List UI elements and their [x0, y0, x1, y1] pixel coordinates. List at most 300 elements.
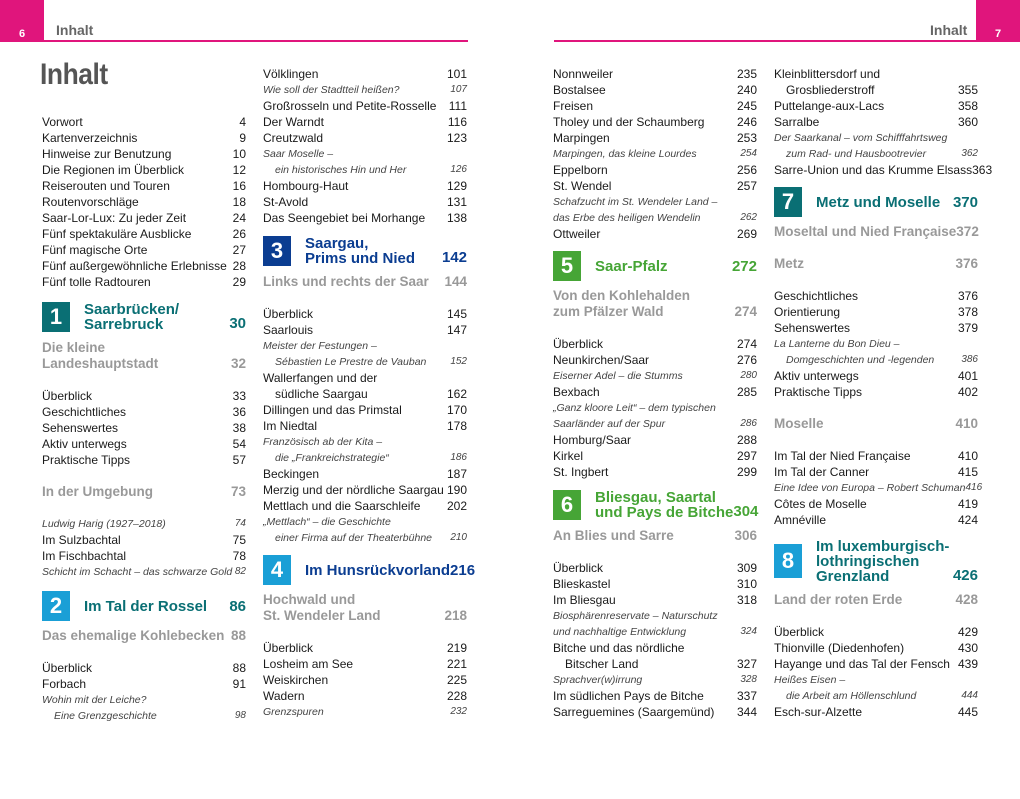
- toc-entry[interactable]: [42, 194, 246, 210]
- section-title: [263, 592, 381, 624]
- toc-entry[interactable]: [774, 352, 978, 368]
- section-title: [42, 340, 158, 372]
- toc-entry[interactable]: [774, 640, 978, 656]
- section-title: Land der roten Erde: [774, 592, 903, 607]
- toc-section-heading[interactable]: [263, 274, 467, 290]
- toc-entry[interactable]: [553, 432, 757, 448]
- toc-entry[interactable]: [263, 386, 467, 402]
- chapter-title-line: Metz und Moselle: [816, 193, 941, 211]
- toc-entry[interactable]: [553, 162, 757, 178]
- toc-entry[interactable]: [263, 450, 467, 466]
- toc-entry-title: Marpingen: [553, 131, 610, 145]
- toc-entry-title: Vorwort: [42, 115, 83, 129]
- chapter-page: 216: [450, 561, 476, 579]
- toc-entry-title: Im südlichen Pays de Bitche: [553, 689, 704, 703]
- toc-section-heading[interactable]: [42, 628, 246, 644]
- toc-entry-page: 256: [736, 163, 757, 177]
- toc-entry-title: Beckingen: [263, 467, 320, 481]
- section-page: 428: [955, 592, 978, 607]
- toc-entry[interactable]: [553, 640, 757, 656]
- spacer: [774, 608, 978, 624]
- chapter-page: 304: [733, 503, 759, 520]
- toc-entry-title: Nonnweiler: [553, 67, 614, 81]
- chapter-heading[interactable]: [774, 186, 978, 218]
- toc-entry[interactable]: [774, 512, 978, 528]
- toc-entry-title: „Mettlach“ – die Geschichte: [263, 516, 391, 528]
- toc-entry[interactable]: [263, 66, 467, 82]
- toc-entry-page: 424: [957, 513, 978, 527]
- toc-entry[interactable]: [263, 482, 467, 498]
- spacer: [553, 242, 757, 250]
- section-title: Das ehemalige Kohlebecken: [42, 628, 225, 643]
- toc-entry[interactable]: [42, 436, 246, 452]
- toc-entry-page: 245: [736, 99, 757, 113]
- chapter-heading[interactable]: [774, 536, 978, 586]
- toc-entry-page: 147: [446, 323, 467, 337]
- toc-entry[interactable]: [553, 98, 757, 114]
- toc-entry[interactable]: [263, 178, 467, 194]
- toc-entry-page: 101: [446, 67, 467, 81]
- toc-entry[interactable]: [42, 420, 246, 436]
- toc-entry-title: Saar Moselle –: [263, 148, 334, 160]
- toc-entry[interactable]: [42, 548, 246, 564]
- toc-entry-page: 401: [957, 369, 978, 383]
- toc-entry[interactable]: [774, 130, 978, 146]
- toc-entry-page: 26: [232, 227, 246, 241]
- toc-column-2: [263, 66, 476, 720]
- toc-entry-page: 225: [446, 673, 467, 687]
- toc-entry[interactable]: [774, 384, 978, 400]
- toc-entry[interactable]: [263, 656, 467, 672]
- toc-entry-page: 186: [450, 452, 467, 463]
- toc-entry-title: Geschichtliches: [42, 405, 127, 419]
- toc-entry[interactable]: [553, 384, 757, 400]
- toc-entry[interactable]: [774, 162, 993, 178]
- toc-entry[interactable]: [263, 306, 467, 322]
- toc-entry-title: Forbach: [42, 677, 87, 691]
- chapter-title-line: Sarrebruck: [84, 316, 164, 333]
- toc-entry-page: 16: [232, 179, 246, 193]
- section-title: Links und rechts der Saar: [263, 274, 429, 289]
- chapter-title-line: und Pays de Bitche: [595, 504, 734, 521]
- toc-entry[interactable]: [263, 498, 467, 514]
- toc-entry[interactable]: [42, 404, 246, 420]
- toc-entry-page: 439: [957, 657, 978, 671]
- toc-entry[interactable]: [42, 242, 246, 258]
- toc-entry[interactable]: [553, 368, 757, 384]
- left-page-number: 6: [18, 28, 26, 40]
- toc-entry-title: die „Frankreichstrategie“: [275, 452, 389, 464]
- toc-entry-page: 310: [736, 577, 757, 591]
- toc-entry-title: Fünf außergewöhnliche Erlebnisse: [42, 259, 227, 273]
- toc-entry-page: 74: [234, 518, 246, 529]
- toc-entry[interactable]: [42, 146, 246, 162]
- toc-entry[interactable]: [553, 656, 757, 672]
- spacer: [42, 644, 246, 660]
- toc-entry[interactable]: [42, 274, 246, 290]
- toc-entry[interactable]: [263, 402, 467, 418]
- toc-entry[interactable]: [263, 704, 467, 720]
- toc-entry[interactable]: [42, 676, 246, 692]
- toc-entry-page: 419: [957, 497, 978, 511]
- toc-entry[interactable]: [263, 640, 467, 656]
- section-page: 306: [734, 528, 757, 543]
- toc-entry-page: 4: [239, 115, 246, 129]
- toc-entry[interactable]: [774, 656, 978, 672]
- toc-section-heading[interactable]: [774, 592, 978, 608]
- toc-entry-title: Der Saarkanal – vom Schifffahrtsweg: [774, 132, 948, 144]
- toc-entry-title: Dillingen und das Primstal: [263, 403, 402, 417]
- toc-entry-page: 145: [446, 307, 467, 321]
- toc-entry[interactable]: [774, 624, 978, 640]
- toc-entry[interactable]: [42, 388, 246, 404]
- toc-entry-page: 328: [740, 674, 757, 685]
- toc-entry-page: 355: [957, 83, 978, 97]
- spacer: [263, 226, 467, 234]
- chapter-title-line: Saar-Pfalz: [595, 257, 668, 275]
- chapter-title: [291, 236, 442, 266]
- section-title-line: Von den Kohlehalden: [553, 288, 691, 303]
- toc-entry[interactable]: [553, 704, 757, 720]
- spacer: [774, 432, 978, 448]
- chapter-heading[interactable]: [263, 234, 467, 268]
- toc-entry-title: einer Firma auf der Theaterbühne: [275, 532, 433, 544]
- spacer: [774, 178, 978, 186]
- toc-entry[interactable]: [553, 448, 757, 464]
- chapter-heading[interactable]: [263, 554, 476, 586]
- toc-entry-page: 276: [736, 353, 757, 367]
- toc-entry[interactable]: [553, 352, 757, 368]
- toc-entry-title: Weiskirchen: [263, 673, 329, 687]
- toc-entry[interactable]: [42, 532, 246, 548]
- toc-entry[interactable]: [263, 688, 467, 704]
- section-title-line: Hochwald und: [263, 592, 356, 607]
- section-page: 218: [444, 608, 467, 623]
- toc-entry[interactable]: [774, 496, 978, 512]
- toc-entry[interactable]: [553, 194, 757, 210]
- toc-entry-title: „Ganz kloore Leit“ – dem typischen: [553, 402, 716, 414]
- toc-entry-title: St. Ingbert: [553, 465, 609, 479]
- toc-entry-title: Wie soll der Stadtteil heißen?: [263, 84, 400, 96]
- toc-entry-page: 309: [736, 561, 757, 575]
- chapter-number-box: 3: [263, 236, 291, 266]
- toc-entry[interactable]: [263, 114, 467, 130]
- toc-entry[interactable]: [553, 178, 757, 194]
- toc-entry[interactable]: [774, 114, 978, 130]
- section-title: An Blies und Sarre: [553, 528, 674, 543]
- toc-entry[interactable]: [774, 688, 978, 704]
- spacer: [774, 240, 978, 256]
- toc-entry-page: 285: [736, 385, 757, 399]
- toc-entry-page: 327: [736, 657, 757, 671]
- toc-entry-title: Aktiv unterwegs: [42, 437, 127, 451]
- spacer: [42, 290, 246, 300]
- toc-entry[interactable]: [263, 418, 467, 434]
- spacer: [42, 468, 246, 484]
- toc-entry-title: Im Tal der Nied Française: [774, 449, 911, 463]
- toc-entry-page: 358: [957, 99, 978, 113]
- toc-entry[interactable]: [774, 98, 978, 114]
- toc-entry[interactable]: [263, 672, 467, 688]
- chapter-number-box: 2: [42, 591, 70, 621]
- toc-entry-title: Domgeschichten und -legenden: [786, 354, 935, 366]
- toc-entry[interactable]: [553, 400, 757, 416]
- toc-entry-title: Im Fischbachtal: [42, 549, 127, 563]
- toc-entry[interactable]: [263, 530, 467, 546]
- toc-entry-title: St. Wendel: [553, 179, 612, 193]
- toc-entry-title: Großrosseln und Petite-Rosselle: [263, 99, 437, 113]
- toc-entry-page: 38: [232, 421, 246, 435]
- toc-section-heading[interactable]: [553, 288, 757, 320]
- toc-section-heading[interactable]: [263, 592, 467, 624]
- toc-section-heading[interactable]: [774, 416, 978, 432]
- section-page: 376: [955, 256, 978, 271]
- toc-entry-page: 162: [446, 387, 467, 401]
- toc-entry[interactable]: [263, 82, 467, 98]
- toc-entry-page: 29: [232, 275, 246, 289]
- toc-entry-page: 36: [232, 405, 246, 419]
- toc-entry-page: 210: [450, 532, 467, 543]
- toc-entry-title: das Erbe des heiligen Wendelin: [553, 212, 701, 224]
- spacer: [42, 372, 246, 388]
- chapter-heading[interactable]: [553, 250, 757, 282]
- toc-entry[interactable]: [263, 98, 467, 114]
- toc-entry[interactable]: [263, 466, 467, 482]
- toc-entry-title: Sprachver(w)irrung: [553, 674, 643, 686]
- toc-entry-page: 254: [740, 148, 757, 159]
- chapter-heading[interactable]: [42, 590, 246, 622]
- toc-entry[interactable]: [774, 464, 978, 480]
- toc-entry-page: 363: [972, 163, 993, 177]
- chapter-heading[interactable]: [42, 300, 246, 334]
- toc-entry-title: Neunkirchen/Saar: [553, 353, 650, 367]
- toc-section-heading[interactable]: [553, 528, 757, 544]
- toc-entry[interactable]: [774, 368, 978, 384]
- toc-entry[interactable]: [553, 576, 757, 592]
- chapter-number-box: 7: [774, 187, 802, 217]
- toc-entry-title: Tholey und der Schaumberg: [553, 115, 705, 129]
- toc-entry-page: 98: [234, 710, 246, 721]
- toc-entry[interactable]: [553, 336, 757, 352]
- chapter-page: 142: [441, 249, 467, 266]
- chapter-title-line: Bliesgau, Saartal: [595, 489, 716, 506]
- toc-entry[interactable]: [774, 704, 978, 720]
- spacer: [774, 272, 978, 288]
- toc-entry-page: 75: [232, 533, 246, 547]
- toc-entry[interactable]: [42, 708, 246, 724]
- toc-entry[interactable]: [553, 130, 757, 146]
- toc-entry[interactable]: [553, 114, 757, 130]
- toc-entry[interactable]: [774, 288, 978, 304]
- toc-entry-page: 415: [957, 465, 978, 479]
- toc-entry-title: Eiserner Adel – die Stumms: [553, 370, 683, 382]
- section-title: Moselle: [774, 416, 824, 431]
- toc-entry[interactable]: [42, 516, 246, 532]
- toc-entry[interactable]: [42, 130, 246, 146]
- toc-entry-page: 190: [446, 483, 467, 497]
- section-page: 274: [734, 304, 757, 319]
- toc-entry[interactable]: [263, 370, 467, 386]
- toc-entry-title: St-Avold: [263, 195, 309, 209]
- toc-section-heading[interactable]: [42, 484, 246, 500]
- chapter-title-line: Saargau,: [305, 235, 369, 252]
- toc-entry[interactable]: [553, 226, 757, 242]
- toc-entry-page: 240: [736, 83, 757, 97]
- toc-entry-title: La Lanterne du Bon Dieu –: [774, 338, 900, 350]
- toc-section-heading[interactable]: [42, 340, 246, 372]
- section-page: 73: [230, 484, 246, 499]
- toc-entry-page: 78: [232, 549, 246, 563]
- toc-entry[interactable]: [553, 82, 757, 98]
- section-title-line: St. Wendeler Land: [263, 608, 381, 623]
- toc-entry-title: Der Warndt: [263, 115, 324, 129]
- toc-entry-page: 232: [450, 706, 467, 717]
- toc-entry[interactable]: [553, 146, 757, 162]
- toc-entry[interactable]: [263, 434, 467, 450]
- chapter-page: 426: [952, 567, 978, 584]
- chapter-title-line: Im Hunsrückvorland: [305, 561, 451, 579]
- toc-entry[interactable]: [42, 114, 246, 130]
- toc-entry[interactable]: [553, 560, 757, 576]
- toc-entry-title: Wallerfangen und der: [263, 371, 378, 385]
- toc-entry-title: Sarralbe: [774, 115, 820, 129]
- toc-entry[interactable]: [42, 162, 246, 178]
- chapter-title-line: Im luxemburgisch-: [816, 537, 950, 555]
- toc-entry[interactable]: [774, 320, 978, 336]
- toc-entry-title: Thionville (Diedenhofen): [774, 641, 905, 655]
- toc-entry-page: 24: [232, 211, 246, 225]
- toc-entry[interactable]: [553, 608, 757, 624]
- toc-entry[interactable]: [42, 226, 246, 242]
- toc-entry-title: Sehenswertes: [774, 321, 851, 335]
- chapter-title: [581, 259, 732, 274]
- section-title: Moseltal und Nied Française: [774, 224, 957, 239]
- toc-entry-title: Marpingen, das kleine Lourdes: [553, 148, 697, 160]
- chapter-heading[interactable]: [553, 488, 757, 522]
- section-title: Metz: [774, 256, 804, 271]
- toc-entry-title: Das Seengebiet bei Morhange: [263, 211, 426, 225]
- toc-entry[interactable]: [553, 624, 757, 640]
- toc-entry[interactable]: [263, 354, 467, 370]
- toc-entry-page: 280: [740, 370, 757, 381]
- toc-entry-title: Ludwig Harig (1927–2018): [42, 518, 166, 530]
- toc-entry[interactable]: [263, 146, 467, 162]
- toc-entry-page: 253: [736, 131, 757, 145]
- toc-entry-page: 288: [736, 433, 757, 447]
- toc-entry-title: Im Niedtal: [263, 419, 318, 433]
- section-title-line: Die kleine: [42, 340, 106, 355]
- chapter-title-line: Grenzland: [816, 567, 890, 585]
- toc-entry-title: Eine Idee von Europa – Robert Schuman: [774, 482, 966, 494]
- toc-entry-title: Überblick: [42, 389, 93, 403]
- toc-entry-title: Überblick: [263, 307, 314, 321]
- toc-column-3: [553, 66, 757, 720]
- toc-entry[interactable]: [774, 480, 983, 496]
- toc-entry[interactable]: [774, 146, 978, 162]
- toc-entry-title: Freisen: [553, 99, 594, 113]
- toc-entry-title: Überblick: [263, 641, 314, 655]
- toc-entry[interactable]: [263, 194, 467, 210]
- toc-entry-title: Bostalsee: [553, 83, 606, 97]
- toc-entry[interactable]: [553, 592, 757, 608]
- toc-entry[interactable]: [553, 688, 757, 704]
- spacer: [42, 500, 246, 516]
- section-page: 88: [230, 628, 246, 643]
- toc-entry[interactable]: [263, 514, 467, 530]
- toc-entry[interactable]: [263, 162, 467, 178]
- toc-entry-title: Meister der Festungen –: [263, 340, 377, 352]
- toc-entry-page: 299: [736, 465, 757, 479]
- toc-entry[interactable]: [42, 660, 246, 676]
- toc-entry[interactable]: [774, 336, 978, 352]
- toc-entry[interactable]: [553, 416, 757, 432]
- left-page-number-tab: [0, 0, 44, 42]
- toc-section-heading[interactable]: [774, 224, 978, 240]
- toc-entry[interactable]: [42, 452, 246, 468]
- chapter-number-box: 1: [42, 302, 70, 332]
- toc-entry-page: 88: [232, 661, 246, 675]
- toc-entry[interactable]: [42, 258, 246, 274]
- toc-entry-page: 445: [957, 705, 978, 719]
- toc-entry[interactable]: [774, 672, 978, 688]
- toc-entry[interactable]: [263, 322, 467, 338]
- toc-entry-title: Homburg/Saar: [553, 433, 632, 447]
- toc-entry-page: 126: [450, 164, 467, 175]
- toc-entry[interactable]: [263, 338, 467, 354]
- toc-entry[interactable]: [774, 304, 978, 320]
- toc-entry[interactable]: [553, 464, 757, 480]
- toc-entry[interactable]: [553, 210, 757, 226]
- toc-section-heading[interactable]: [774, 256, 978, 272]
- toc-entry-title: Eppelborn: [553, 163, 608, 177]
- toc-entry-page: 344: [736, 705, 757, 719]
- toc-entry[interactable]: [774, 66, 978, 82]
- toc-entry[interactable]: [774, 82, 978, 98]
- toc-entry[interactable]: [553, 672, 757, 688]
- toc-entry-title: Fünf tolle Radtouren: [42, 275, 151, 289]
- toc-entry-title: Bitche und das nördliche: [553, 641, 685, 655]
- toc-entry-title: Fünf magische Orte: [42, 243, 148, 257]
- toc-entry-title: Orientierung: [774, 305, 841, 319]
- toc-entry-page: 429: [957, 625, 978, 639]
- toc-entry-page: 28: [232, 259, 246, 273]
- section-title-line: zum Pfälzer Wald: [553, 304, 664, 319]
- toc-entry-page: 324: [740, 626, 757, 637]
- toc-entry-page: 27: [232, 243, 246, 257]
- toc-entry-title: Kleinblittersdorf und: [774, 67, 881, 81]
- toc-entry-page: 54: [232, 437, 246, 451]
- toc-entry-page: 416: [965, 482, 983, 493]
- toc-entry[interactable]: [774, 448, 978, 464]
- toc-entry-title: Merzig und der nördliche Saargau: [263, 483, 444, 497]
- toc-entry-page: 410: [957, 449, 978, 463]
- chapter-title-line: lothringischen: [816, 552, 920, 570]
- toc-entry[interactable]: [553, 66, 757, 82]
- toc-entry[interactable]: [263, 210, 467, 226]
- toc-entry-title: Sarre-Union und das Krumme Elsass: [774, 163, 973, 177]
- toc-entry[interactable]: [42, 178, 246, 194]
- toc-entry[interactable]: [42, 692, 246, 708]
- toc-entry[interactable]: [263, 130, 467, 146]
- toc-entry-title: Saar-Lor-Lux: Zu jeder Zeit: [42, 211, 187, 225]
- chapter-number-box: 4: [263, 555, 291, 585]
- toc-entry-title: Überblick: [42, 661, 93, 675]
- toc-entry[interactable]: [42, 210, 246, 226]
- toc-entry-page: 9: [239, 131, 246, 145]
- toc-entry[interactable]: [42, 564, 246, 580]
- toc-entry-title: Bexbach: [553, 385, 600, 399]
- toc-entry-page: 337: [736, 689, 757, 703]
